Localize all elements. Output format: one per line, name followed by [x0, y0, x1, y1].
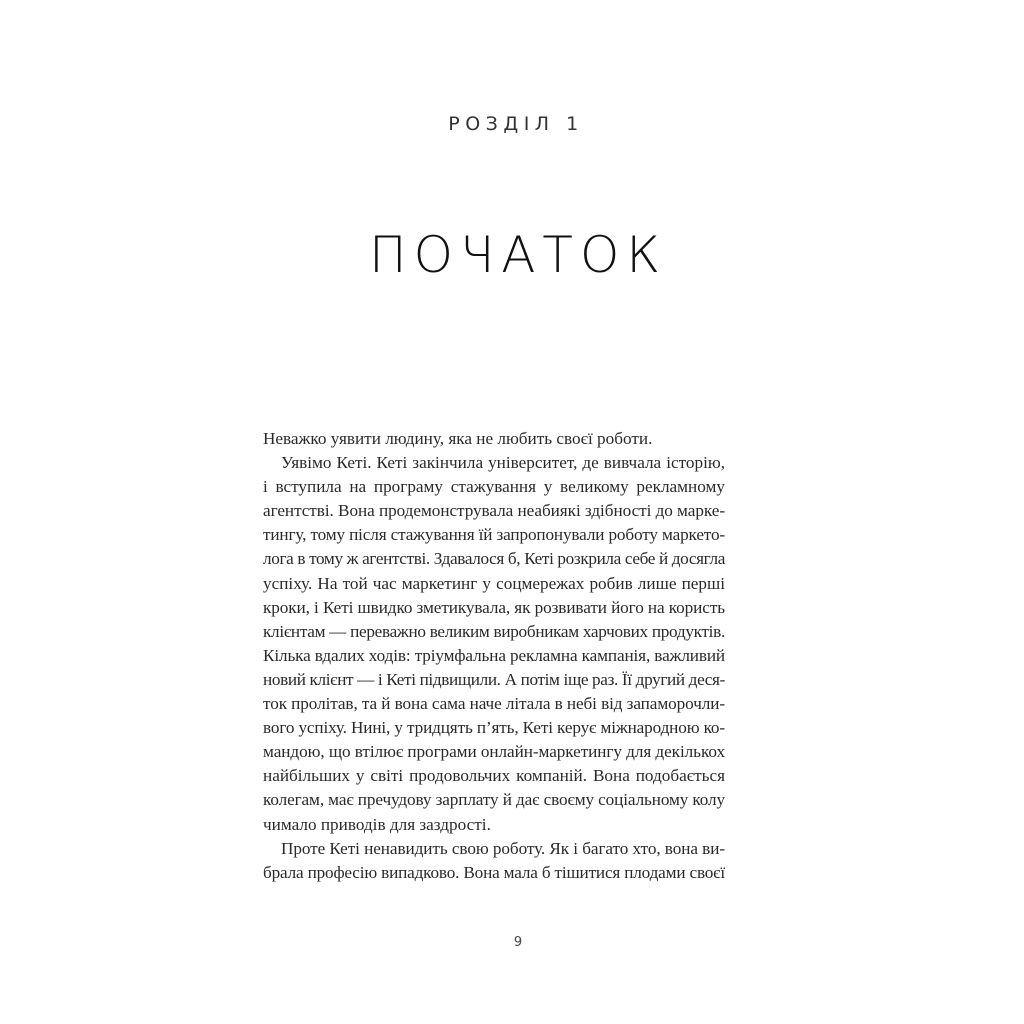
text-line: лога в тому ж агентстві. Здавалося б, Кеті розкрила себе й досягла	[263, 549, 725, 569]
text-line: Кілька вдалих ходів: тріумфальна рекламна кампанія, важливий	[263, 645, 725, 665]
text-line: чимало приводів для заздрості.	[263, 814, 491, 834]
chapter-label: РОЗДІЛ 1	[448, 113, 584, 135]
text-line: клієнтам — переважно великим виробникам харчових продуктів.	[263, 621, 725, 641]
text-line: найбільших у світі продовольчих компаній. Вона подобається	[263, 766, 725, 786]
text-line: успіху. На той час маркетинг у соцмережах робив лише перші	[263, 573, 725, 593]
text-line: агентстві. Вона продемонструвала неабиякі здібності до марке-	[263, 501, 725, 521]
text-line: Неважко уявити людину, яка не любить своєї роботи.	[263, 429, 653, 448]
body-text	[263, 427, 725, 885]
text-line: і вступила на програму стажування у великому рекламному	[263, 477, 725, 497]
page-number: 9	[513, 935, 523, 950]
text-line: Уявімо Кеті. Кеті закінчила університет, де вивчала історію,	[281, 453, 725, 473]
text-line: мандою, що втілює програми онлайн-маркетингу для декількох	[263, 742, 725, 762]
text-line: новий клієнт — і Кеті підвищили. А потім іще раз. Її другий деся-	[263, 669, 725, 689]
text-line: Проте Кеті ненавидить свою роботу. Як і багато хто, вона ви-	[281, 838, 725, 858]
chapter-title: ПОЧАТОК	[368, 226, 668, 284]
text-line: кроки, і Кеті швидко зметикувала, як розвивати його на користь	[263, 597, 725, 617]
text-line: колегам, має пречудову зарплату й дає своєму соціальному колу	[263, 790, 725, 810]
text-line: тингу, тому після стажування їй запропонували роботу маркето-	[263, 525, 725, 545]
text-line: вого успіху. Нині, у тридцять п’ять, Кеті керує міжнародною ко-	[263, 718, 725, 738]
text-line: брала професію випадково. Вона мала б тішитися плодами своєї	[263, 862, 725, 882]
text-line: ток пролітав, та й вона сама наче літала в небі від запаморочли-	[263, 694, 725, 714]
